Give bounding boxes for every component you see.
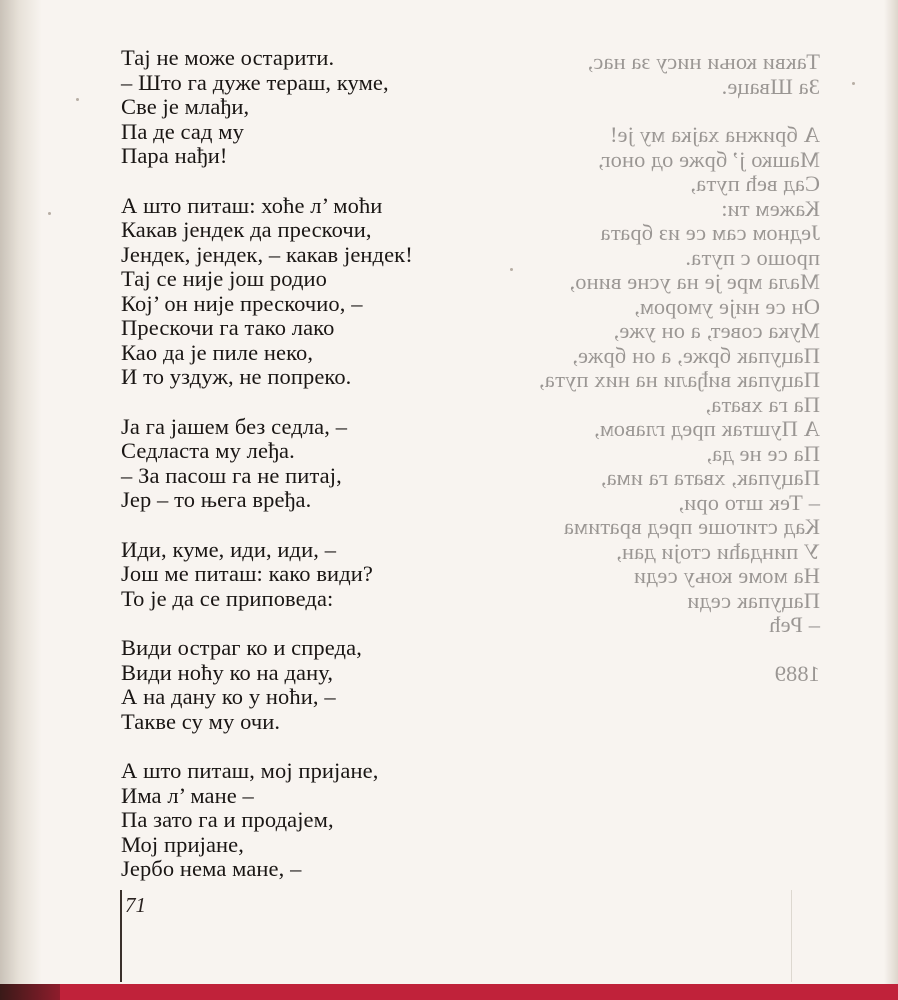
poem-line: И то уздуж, не попреко. — [121, 364, 352, 389]
bleed-through-line: – Тек што ори, — [678, 489, 820, 515]
bleed-through-line: прошо с пута. — [685, 244, 820, 270]
bleed-through-line: А Пуштак пред главом, — [594, 416, 820, 441]
poem-stanza — [121, 636, 501, 734]
poem-line: А на дану ко у ноћи, – — [121, 684, 336, 709]
bleed-through-line: 1889 — [774, 660, 820, 686]
poem-line: Тај се није још родио — [121, 266, 328, 291]
poem-line: То је да се приповеда: — [121, 585, 334, 611]
poem-text — [121, 46, 501, 907]
bleed-through-line: Па га хвата, — [705, 391, 820, 417]
bleed-through-line: Пацупак брже, а он брже, — [572, 342, 820, 368]
bleed-through-line: Пацупак виђали на ниx пута, — [538, 367, 820, 392]
poem-line: Па зато га и продајем, — [121, 807, 334, 832]
bleed-through-line: Мука совет, а он уже, — [613, 318, 820, 343]
poem-line: Види ноћу ко на дану, — [121, 659, 334, 685]
bleed-rule — [791, 890, 792, 982]
poem-line: Пара нађи! — [121, 143, 228, 168]
bleed-through-line: Он се није умором, — [634, 293, 820, 319]
book-cover-edge — [0, 984, 898, 1000]
poem-line: Као да је пиле неко, — [121, 339, 314, 365]
bleed-through-line — [480, 638, 820, 662]
poem-line: Мој пријане, — [121, 831, 244, 857]
bleed-through-line: – Рећ — [769, 612, 820, 637]
poem-line: Иди, куме, иди, иди, – — [121, 536, 337, 562]
page-edge-shadow — [884, 0, 898, 1000]
paper-speck — [852, 82, 855, 85]
poem-line: А што питаш: хоће л’ моћи — [121, 192, 383, 218]
poem-stanza — [121, 538, 501, 612]
bleed-through-line: Мала мре је на усне вино, — [569, 269, 820, 294]
poem-stanza — [121, 194, 501, 390]
poem-line: Све је млађи, — [121, 94, 250, 119]
poem-line: Види остраг ко и спреда, — [121, 635, 362, 660]
bleed-through-text — [480, 50, 820, 686]
bleed-through-line: Машко ј’ брже од оног, — [598, 146, 820, 172]
poem-line: Такве су му очи. — [121, 708, 281, 734]
poem-line: Јербо нема мане, – — [121, 856, 302, 881]
poem-line: Још ме питаш: како види? — [121, 561, 373, 586]
poem-line: Па де сад му — [121, 118, 244, 144]
poem-line: А што питаш, мој пријане, — [121, 758, 379, 783]
poem-line: Какав јендек да прескочи, — [121, 217, 372, 242]
poem-line: Прескочи га тако лако — [121, 315, 335, 340]
bleed-through-line: Пацупак, хвата га има, — [600, 465, 820, 490]
bleed-through-line: Кад стигоше пред вратима — [563, 514, 820, 539]
poem-line: Има л’ мане – — [121, 782, 254, 808]
paper-speck — [48, 212, 51, 215]
poem-line: Јер – то њега вређа. — [121, 487, 312, 512]
bleed-through-line: На моме коњу седи — [633, 563, 820, 588]
book-cover-corner — [0, 984, 60, 1000]
poem-line: Јендек, јендек, – какав јендек! — [121, 241, 413, 267]
bleed-through-line: За Шваце. — [721, 73, 820, 99]
page-number: 71 — [125, 893, 146, 917]
paper-speck — [510, 268, 513, 271]
poem-stanza — [121, 759, 501, 882]
poem-stanza — [121, 415, 501, 513]
bleed-through-line: Сад већ пута, — [690, 171, 820, 196]
bleed-through-line: У пиндаћи стоји дан, — [616, 538, 820, 564]
poem-line: – Што га дуже тераш, куме, — [121, 69, 389, 95]
bleed-through-line: Кажем ти: — [721, 195, 820, 221]
poem-stanza — [121, 46, 501, 169]
bleed-through-line — [480, 99, 820, 123]
poem-line: – За пасош га не питај, — [121, 462, 342, 488]
poem-line: Кој’ он није прескочио, – — [121, 290, 363, 316]
bleed-through-line: Па се не да, — [706, 440, 820, 466]
page-gutter-shadow — [0, 0, 42, 1000]
paper-speck — [76, 98, 79, 101]
bleed-through-line: А брижна хајка му је! — [609, 122, 820, 147]
bleed-through-line: Пацупак седи — [687, 587, 820, 613]
folio-rule — [120, 890, 122, 982]
bleed-through-line: Једном сам се из брата — [600, 220, 820, 245]
bleed-through-line: Такви коњи нису за нас, — [587, 49, 820, 74]
poem-line: Седласта му леђа. — [121, 438, 295, 463]
poem-line: Ја га јашем без седла, – — [121, 413, 348, 439]
poem-line: Тај не може остарити. — [121, 45, 335, 70]
